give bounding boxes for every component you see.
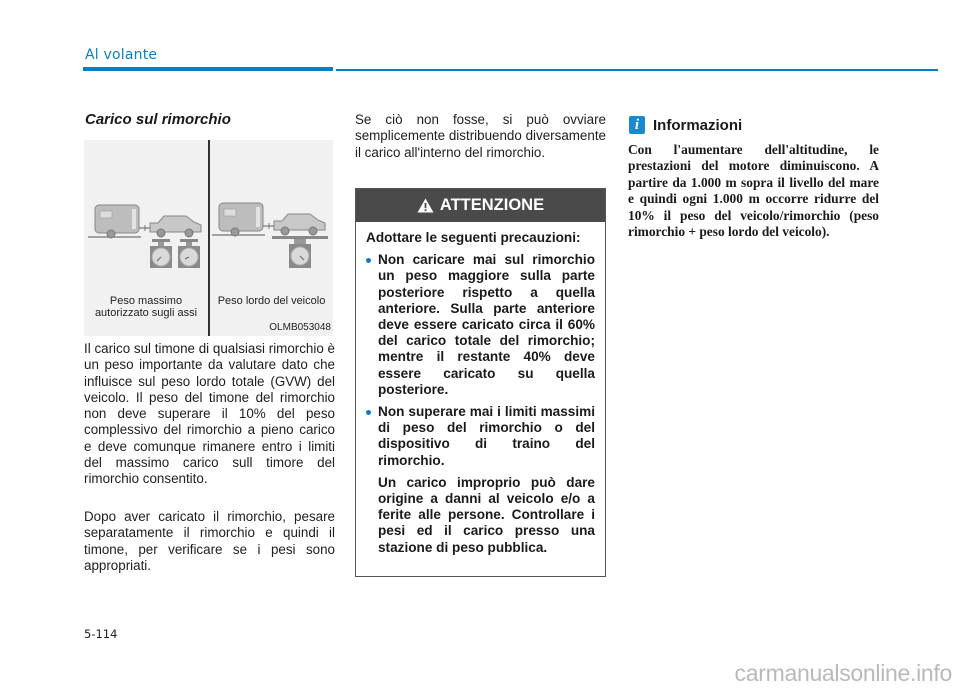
info-title: Informazioni (653, 116, 743, 134)
warning-note: Un carico improprio può dare origine a danni al veicolo e/o a ferite alle persone. Controllare i pesi ed il carico presso una stazione di peso pubblica. (378, 474, 595, 555)
scale-icon (289, 239, 311, 268)
warning-bullet-text: Non superare mai i limiti massimi di peso del rimorchio o del dispositivo di traino del rimorchio. (378, 404, 595, 468)
warning-box (355, 188, 606, 577)
warning-bullet-text: Non caricare mai sul rimorchio un peso maggiore sulla parte posteriore rispetto a quella anteriore. Sulla parte anteriore deve essere caricato circa il 60% del carico totale del rimorchio; mentre il restante 40% deve essere caricato su quella posteriore. (378, 252, 595, 397)
sub-heading: Carico sul rimorchio (85, 111, 231, 128)
scale-icon (178, 239, 200, 268)
car-icon (150, 216, 201, 237)
warning-intro: Adottare le seguenti precauzioni: (366, 230, 581, 245)
figure-caption-gross: Peso lordo del veicolo (217, 295, 326, 307)
trailer-icon (219, 203, 274, 236)
bullet-dot-icon (366, 258, 371, 263)
warning-bullet (366, 252, 595, 398)
trailer-icon (95, 205, 150, 238)
watermark: carmanualsonline.info (734, 660, 952, 686)
header-rule-thin (336, 69, 938, 71)
warning-bullet (366, 404, 595, 469)
figure-code: OLMB053048 (269, 322, 331, 333)
figure-trailer-weighing (84, 140, 333, 336)
gross-weight-illustration (210, 140, 333, 290)
info-heading (629, 116, 742, 134)
scale-icon (150, 239, 172, 268)
warning-header (356, 189, 605, 222)
paragraph-weigh-trailer: Dopo aver caricato il rimorchio, pesare separatamente il rimorchio e quindi il timone, per verificare se i pesi sono appropriati. (84, 509, 335, 573)
warning-title: ATTENZIONE (439, 196, 545, 214)
header-rule-thick (83, 67, 333, 71)
paragraph-tongue-load: Il carico sul timone di qualsiasi rimorchio è un peso importante da valutare dato che influisce sul peso lordo totale (GVW) del veicolo. Il peso del timone del rimorchio non deve superare il 10% del peso complessivo del rimorchio a pieno carico e deve comunque rimanere entro i limiti del massimo carico sull timore del rimorchio consentito. (84, 341, 335, 487)
car-icon (274, 214, 325, 235)
paragraph-redistribute: Se ciò non fosse, si può ovviare semplicemente distribuendo diversamente il carico all'interno del rimorchio. (355, 112, 606, 160)
warning-body (356, 222, 605, 556)
info-icon: i (629, 116, 645, 134)
info-text: Con l'aumentare dell'altitudine, le prestazioni del motore diminuiscono. A partire da 1.000 m sopra il livello del mare e quindi ogni 1.000 m occorre ridurre del 10% il peso del veicolo/rimorchio (peso rimorchio + peso lordo del veicolo). (628, 142, 879, 240)
warning-triangle-icon (417, 198, 434, 213)
axle-weight-illustration (84, 140, 208, 290)
figure-caption-axle: Peso massimo autorizzato sugli assi (94, 295, 198, 319)
bullet-dot-icon (366, 410, 371, 415)
section-title: Al volante (85, 47, 158, 63)
page-number: 5-114 (84, 627, 118, 641)
